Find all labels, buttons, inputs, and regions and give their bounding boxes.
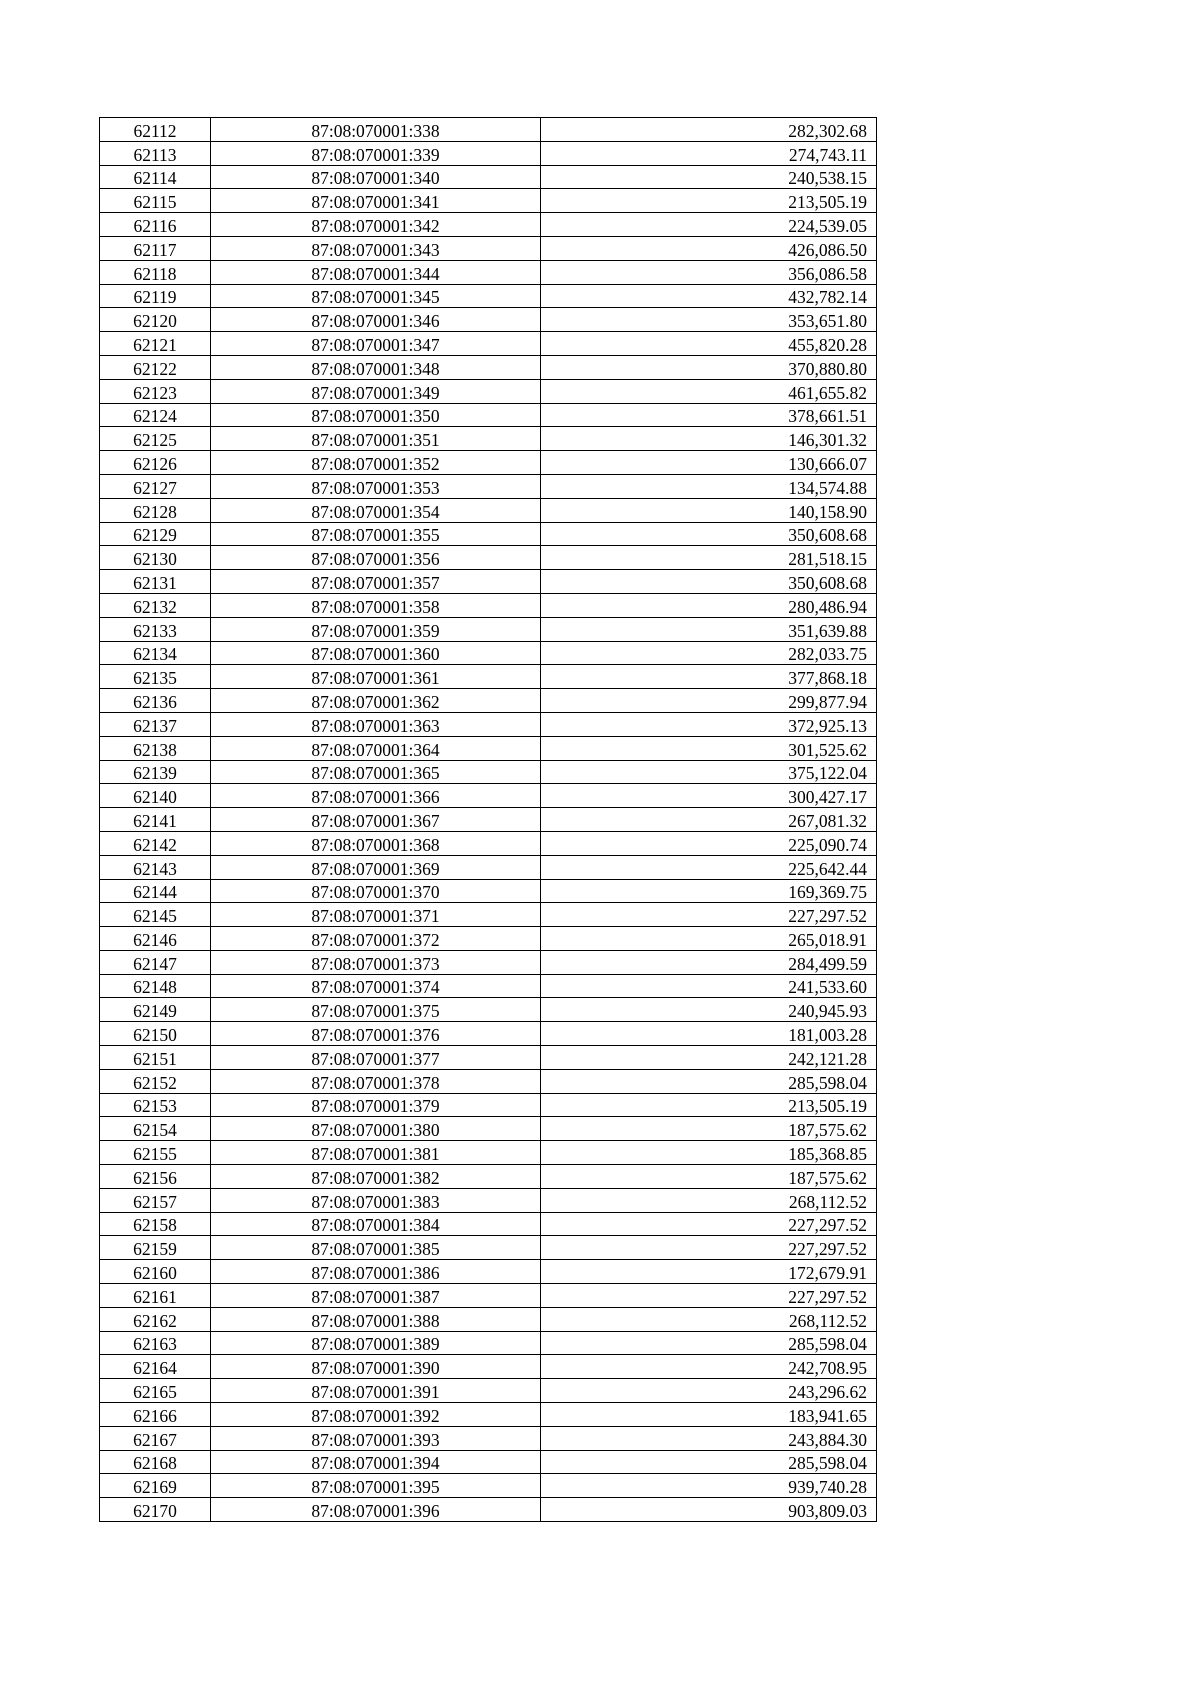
cadastral-value-cell: 939,740.28 [541,1474,877,1498]
cadastral-value-cell: 375,122.04 [541,760,877,784]
cadastral-value-cell: 281,518.15 [541,546,877,570]
cadastral-number-cell: 87:08:070001:359 [211,617,541,641]
table-row [100,474,877,498]
row-number-cell: 62129 [100,522,211,546]
table-row [100,1165,877,1189]
cadastral-number-cell: 87:08:070001:376 [211,1022,541,1046]
row-number-cell: 62148 [100,974,211,998]
row-number-cell: 62152 [100,1069,211,1093]
cadastral-value-cell: 242,121.28 [541,1046,877,1070]
cadastral-number-cell: 87:08:070001:378 [211,1069,541,1093]
row-number-cell: 62133 [100,617,211,641]
cadastral-number-cell: 87:08:070001:386 [211,1260,541,1284]
row-number-cell: 62147 [100,950,211,974]
cadastral-value-cell: 169,369.75 [541,879,877,903]
cadastral-number-cell: 87:08:070001:393 [211,1426,541,1450]
cadastral-value-cell: 187,575.62 [541,1165,877,1189]
cadastral-value-cell: 372,925.13 [541,712,877,736]
row-number-cell: 62138 [100,736,211,760]
table-row [100,284,877,308]
row-number-cell: 62151 [100,1046,211,1070]
table-row [100,927,877,951]
cadastral-value-cell: 243,296.62 [541,1379,877,1403]
cadastral-value-cell: 241,533.60 [541,974,877,998]
cadastral-number-cell: 87:08:070001:370 [211,879,541,903]
cadastral-number-cell: 87:08:070001:340 [211,165,541,189]
row-number-cell: 62163 [100,1331,211,1355]
row-number-cell: 62150 [100,1022,211,1046]
table-row [100,403,877,427]
cadastral-value-cell: 130,666.07 [541,451,877,475]
table-row [100,665,877,689]
cadastral-number-cell: 87:08:070001:350 [211,403,541,427]
row-number-cell: 62113 [100,141,211,165]
table-row [100,451,877,475]
cadastral-number-cell: 87:08:070001:361 [211,665,541,689]
table-row [100,855,877,879]
table-row [100,1284,877,1308]
cadastral-value-cell: 350,608.68 [541,570,877,594]
table-row [100,1236,877,1260]
row-number-cell: 62114 [100,165,211,189]
row-number-cell: 62165 [100,1379,211,1403]
cadastral-value-cell: 432,782.14 [541,284,877,308]
row-number-cell: 62134 [100,641,211,665]
row-number-cell: 62142 [100,831,211,855]
row-number-cell: 62156 [100,1165,211,1189]
row-number-cell: 62162 [100,1307,211,1331]
table-row [100,1426,877,1450]
table-row [100,570,877,594]
row-number-cell: 62115 [100,189,211,213]
cadastral-value-cell: 377,868.18 [541,665,877,689]
row-number-cell: 62149 [100,998,211,1022]
row-number-cell: 62144 [100,879,211,903]
cadastral-value-cell: 227,297.52 [541,1236,877,1260]
cadastral-number-cell: 87:08:070001:360 [211,641,541,665]
table-row [100,1117,877,1141]
row-number-cell: 62145 [100,903,211,927]
table-row [100,1379,877,1403]
cadastral-value-cell: 242,708.95 [541,1355,877,1379]
cadastral-number-cell: 87:08:070001:380 [211,1117,541,1141]
table-row [100,1093,877,1117]
table-row [100,1022,877,1046]
row-number-cell: 62140 [100,784,211,808]
cadastral-value-cell: 240,945.93 [541,998,877,1022]
cadastral-number-cell: 87:08:070001:365 [211,760,541,784]
cadastral-value-cell: 213,505.19 [541,189,877,213]
cadastral-number-cell: 87:08:070001:396 [211,1498,541,1522]
cadastral-number-cell: 87:08:070001:345 [211,284,541,308]
cadastral-number-cell: 87:08:070001:357 [211,570,541,594]
table-row [100,355,877,379]
cadastral-value-cell: 285,598.04 [541,1331,877,1355]
row-number-cell: 62160 [100,1260,211,1284]
cadastral-value-cell: 455,820.28 [541,332,877,356]
cadastral-number-cell: 87:08:070001:358 [211,593,541,617]
cadastral-number-cell: 87:08:070001:363 [211,712,541,736]
cadastral-number-cell: 87:08:070001:384 [211,1212,541,1236]
cadastral-number-cell: 87:08:070001:356 [211,546,541,570]
cadastral-value-cell: 227,297.52 [541,1212,877,1236]
cadastral-value-cell: 285,598.04 [541,1450,877,1474]
cadastral-value-cell: 285,598.04 [541,1069,877,1093]
table-row [100,1212,877,1236]
table-row [100,760,877,784]
cadastral-value-cell: 224,539.05 [541,213,877,237]
row-number-cell: 62135 [100,665,211,689]
row-number-cell: 62154 [100,1117,211,1141]
table-row [100,546,877,570]
cadastral-number-cell: 87:08:070001:349 [211,379,541,403]
cadastral-number-cell: 87:08:070001:387 [211,1284,541,1308]
cadastral-value-cell: 225,090.74 [541,831,877,855]
row-number-cell: 62119 [100,284,211,308]
cadastral-value-cell: 299,877.94 [541,689,877,713]
cadastral-value-cell: 378,661.51 [541,403,877,427]
row-number-cell: 62130 [100,546,211,570]
cadastral-value-cell: 370,880.80 [541,355,877,379]
cadastral-number-cell: 87:08:070001:373 [211,950,541,974]
cadastral-value-cell: 461,655.82 [541,379,877,403]
table-row [100,1403,877,1427]
cadastral-number-cell: 87:08:070001:379 [211,1093,541,1117]
row-number-cell: 62128 [100,498,211,522]
cadastral-number-cell: 87:08:070001:390 [211,1355,541,1379]
table-row [100,736,877,760]
table-row [100,998,877,1022]
cadastral-number-cell: 87:08:070001:353 [211,474,541,498]
cadastral-value-cell: 268,112.52 [541,1188,877,1212]
cadastral-value-cell: 225,642.44 [541,855,877,879]
cadastral-number-cell: 87:08:070001:381 [211,1141,541,1165]
table-row [100,903,877,927]
row-number-cell: 62112 [100,118,211,142]
cadastral-number-cell: 87:08:070001:343 [211,236,541,260]
table-row [100,427,877,451]
table-row [100,593,877,617]
cadastral-number-cell: 87:08:070001:344 [211,260,541,284]
row-number-cell: 62166 [100,1403,211,1427]
cadastral-value-cell: 903,809.03 [541,1498,877,1522]
cadastral-number-cell: 87:08:070001:385 [211,1236,541,1260]
row-number-cell: 62123 [100,379,211,403]
cadastral-value-cell: 282,033.75 [541,641,877,665]
row-number-cell: 62120 [100,308,211,332]
cadastral-number-cell: 87:08:070001:367 [211,808,541,832]
cadastral-value-cell: 350,608.68 [541,522,877,546]
row-number-cell: 62131 [100,570,211,594]
cadastral-number-cell: 87:08:070001:339 [211,141,541,165]
cadastral-number-cell: 87:08:070001:364 [211,736,541,760]
table-row [100,522,877,546]
cadastral-value-cell: 274,743.11 [541,141,877,165]
cadastral-number-cell: 87:08:070001:354 [211,498,541,522]
row-number-cell: 62164 [100,1355,211,1379]
table-row [100,712,877,736]
table-row [100,260,877,284]
table-row [100,689,877,713]
cadastral-value-cell: 227,297.52 [541,1284,877,1308]
cadastral-number-cell: 87:08:070001:391 [211,1379,541,1403]
row-number-cell: 62124 [100,403,211,427]
cadastral-value-cell: 282,302.68 [541,118,877,142]
row-number-cell: 62126 [100,451,211,475]
cadastral-value-cell: 227,297.52 [541,903,877,927]
row-number-cell: 62159 [100,1236,211,1260]
cadastral-number-cell: 87:08:070001:374 [211,974,541,998]
cadastral-number-cell: 87:08:070001:346 [211,308,541,332]
cadastral-number-cell: 87:08:070001:371 [211,903,541,927]
row-number-cell: 62169 [100,1474,211,1498]
table-row [100,1450,877,1474]
row-number-cell: 62132 [100,593,211,617]
cadastral-value-cell: 183,941.65 [541,1403,877,1427]
cadastral-number-cell: 87:08:070001:368 [211,831,541,855]
row-number-cell: 62121 [100,332,211,356]
cadastral-number-cell: 87:08:070001:395 [211,1474,541,1498]
cadastral-number-cell: 87:08:070001:392 [211,1403,541,1427]
cadastral-number-cell: 87:08:070001:366 [211,784,541,808]
row-number-cell: 62117 [100,236,211,260]
row-number-cell: 62122 [100,355,211,379]
table-row [100,617,877,641]
row-number-cell: 62153 [100,1093,211,1117]
table-row [100,641,877,665]
cadastral-value-cell: 213,505.19 [541,1093,877,1117]
table-row [100,879,877,903]
row-number-cell: 62167 [100,1426,211,1450]
cadastral-number-cell: 87:08:070001:348 [211,355,541,379]
cadastral-value-cell: 356,086.58 [541,260,877,284]
row-number-cell: 62136 [100,689,211,713]
cadastral-number-cell: 87:08:070001:383 [211,1188,541,1212]
cadastral-value-cell: 240,538.15 [541,165,877,189]
table-row [100,1069,877,1093]
cadastral-value-cell: 300,427.17 [541,784,877,808]
cadastral-number-cell: 87:08:070001:389 [211,1331,541,1355]
cadastral-value-cell: 187,575.62 [541,1117,877,1141]
cadastral-value-cell: 146,301.32 [541,427,877,451]
table-row [100,118,877,142]
cadastral-number-cell: 87:08:070001:351 [211,427,541,451]
table-row [100,1046,877,1070]
row-number-cell: 62161 [100,1284,211,1308]
table-row [100,1474,877,1498]
table-row [100,1141,877,1165]
cadastral-value-cell: 134,574.88 [541,474,877,498]
table-row [100,236,877,260]
table-row [100,1355,877,1379]
row-number-cell: 62143 [100,855,211,879]
cadastral-number-cell: 87:08:070001:342 [211,213,541,237]
cadastral-number-cell: 87:08:070001:355 [211,522,541,546]
table-row [100,189,877,213]
cadastral-number-cell: 87:08:070001:362 [211,689,541,713]
cadastral-value-cell: 351,639.88 [541,617,877,641]
table-row [100,165,877,189]
cadastral-value-table [99,117,877,1522]
table-row [100,1188,877,1212]
table-row [100,831,877,855]
row-number-cell: 62125 [100,427,211,451]
cadastral-number-cell: 87:08:070001:338 [211,118,541,142]
cadastral-value-cell: 284,499.59 [541,950,877,974]
row-number-cell: 62155 [100,1141,211,1165]
cadastral-value-cell: 140,158.90 [541,498,877,522]
cadastral-value-cell: 172,679.91 [541,1260,877,1284]
row-number-cell: 62118 [100,260,211,284]
row-number-cell: 62137 [100,712,211,736]
cadastral-number-cell: 87:08:070001:369 [211,855,541,879]
table-row [100,498,877,522]
row-number-cell: 62146 [100,927,211,951]
cadastral-value-cell: 267,081.32 [541,808,877,832]
cadastral-number-cell: 87:08:070001:394 [211,1450,541,1474]
table-row [100,1331,877,1355]
cadastral-value-cell: 265,018.91 [541,927,877,951]
cadastral-value-cell: 243,884.30 [541,1426,877,1450]
cadastral-number-cell: 87:08:070001:382 [211,1165,541,1189]
table-body [100,118,877,1522]
row-number-cell: 62170 [100,1498,211,1522]
cadastral-value-cell: 280,486.94 [541,593,877,617]
table-row [100,379,877,403]
cadastral-number-cell: 87:08:070001:352 [211,451,541,475]
cadastral-number-cell: 87:08:070001:388 [211,1307,541,1331]
table-row [100,1307,877,1331]
row-number-cell: 62168 [100,1450,211,1474]
table-row [100,974,877,998]
table-row [100,950,877,974]
cadastral-number-cell: 87:08:070001:347 [211,332,541,356]
cadastral-value-cell: 268,112.52 [541,1307,877,1331]
cadastral-value-cell: 426,086.50 [541,236,877,260]
cadastral-value-cell: 301,525.62 [541,736,877,760]
cadastral-value-cell: 353,651.80 [541,308,877,332]
row-number-cell: 62157 [100,1188,211,1212]
cadastral-number-cell: 87:08:070001:372 [211,927,541,951]
row-number-cell: 62141 [100,808,211,832]
row-number-cell: 62139 [100,760,211,784]
table-row [100,1260,877,1284]
table-row [100,1498,877,1522]
cadastral-number-cell: 87:08:070001:375 [211,998,541,1022]
table-row [100,784,877,808]
table-row [100,332,877,356]
cadastral-number-cell: 87:08:070001:341 [211,189,541,213]
row-number-cell: 62127 [100,474,211,498]
row-number-cell: 62116 [100,213,211,237]
cadastral-value-cell: 185,368.85 [541,1141,877,1165]
table-row [100,141,877,165]
table-row [100,808,877,832]
table-row [100,308,877,332]
cadastral-value-cell: 181,003.28 [541,1022,877,1046]
table-row [100,213,877,237]
cadastral-number-cell: 87:08:070001:377 [211,1046,541,1070]
row-number-cell: 62158 [100,1212,211,1236]
